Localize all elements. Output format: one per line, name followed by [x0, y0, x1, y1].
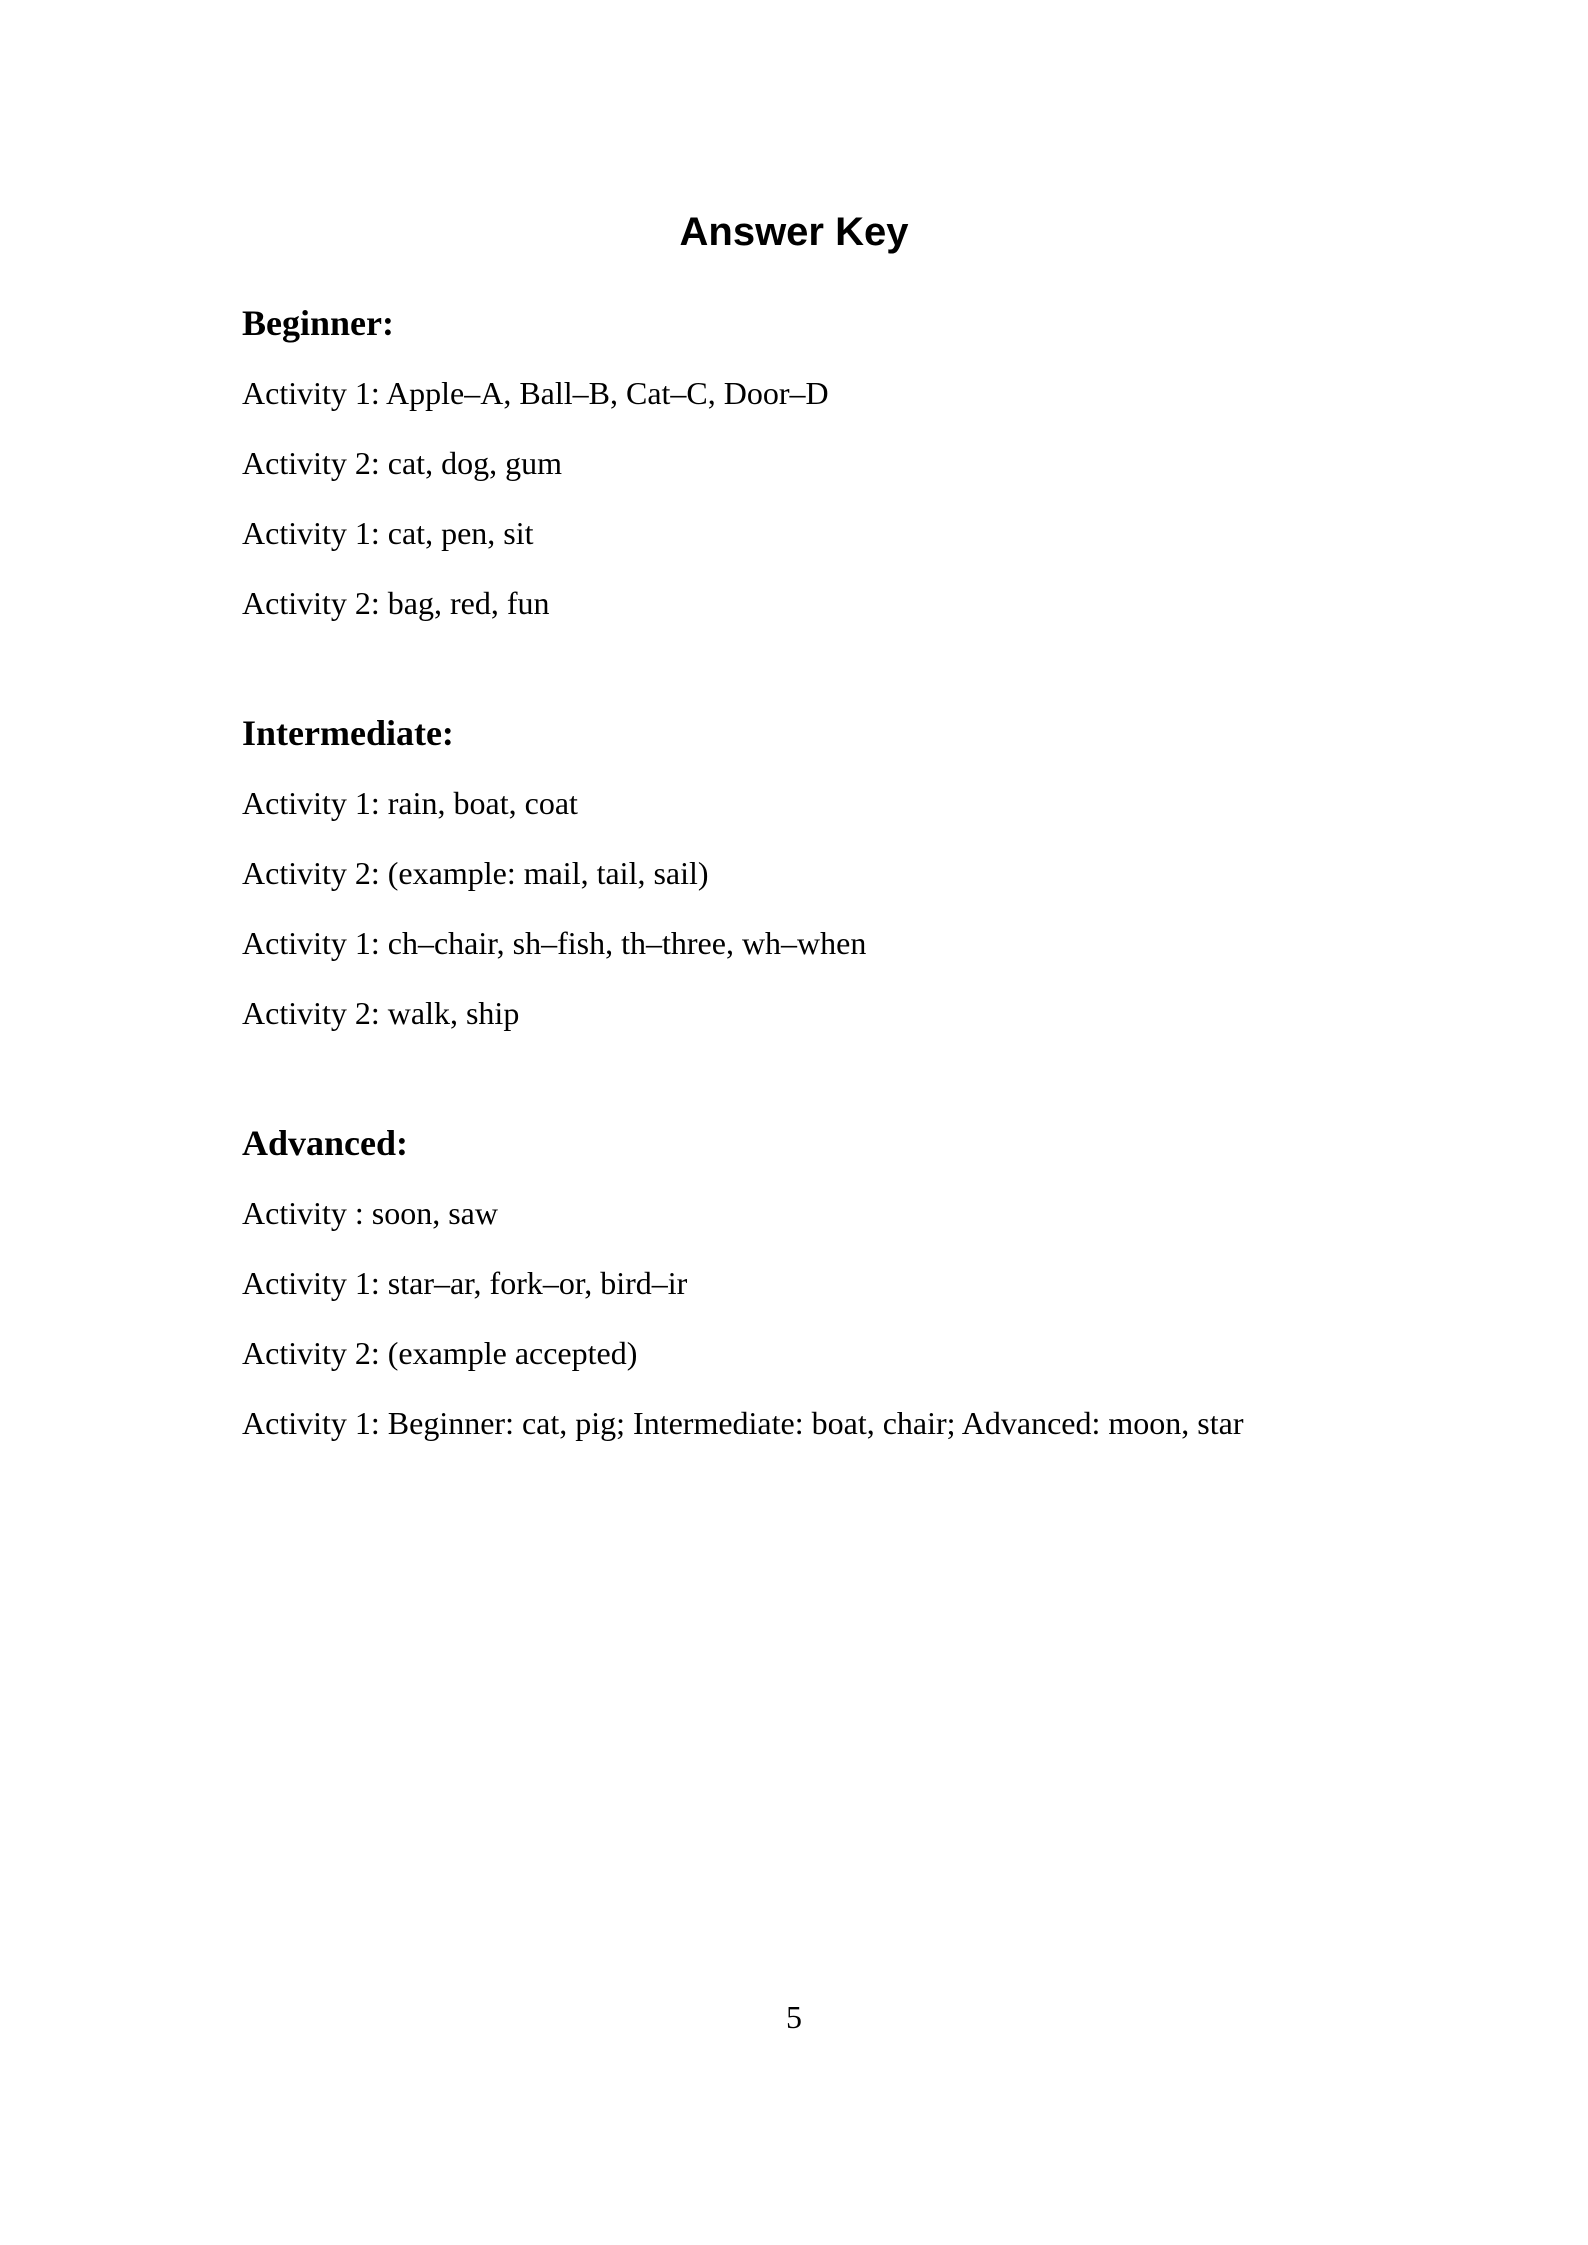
page-title: Answer Key [679, 210, 909, 254]
answer-line: Activity 2: (example accepted) [242, 1335, 638, 1371]
section-heading: Intermediate: [242, 713, 454, 753]
answer-line: Activity : soon, saw [242, 1195, 498, 1231]
answer-line: Activity 1: star–ar, fork–or, bird–ir [242, 1265, 688, 1301]
page-number: 5 [786, 1999, 802, 2035]
answer-line: Activity 1: Beginner: cat, pig; Intermediate: boat, chair; Advanced: moon, star [242, 1405, 1244, 1441]
answer-line: Activity 1: rain, boat, coat [242, 785, 578, 821]
answer-line: Activity 1: cat, pen, sit [242, 515, 534, 551]
section-heading: Advanced: [242, 1123, 409, 1163]
document-body [0, 288, 1588, 1458]
answer-line: Activity 2: walk, ship [242, 995, 520, 1031]
section-beginner [242, 288, 1438, 638]
answer-line: Activity 2: bag, red, fun [242, 585, 550, 621]
section-advanced [242, 1108, 1438, 1458]
answer-line: Activity 2: cat, dog, gum [242, 445, 562, 481]
section-intermediate [242, 698, 1438, 1048]
section-heading: Beginner: [242, 303, 394, 343]
answer-line: Activity 1: ch–chair, sh–fish, th–three, wh–when [242, 925, 867, 961]
answer-line: Activity 2: (example: mail, tail, sail) [242, 855, 709, 891]
answer-line: Activity 1: Apple–A, Ball–B, Cat–C, Door–D [242, 375, 829, 411]
